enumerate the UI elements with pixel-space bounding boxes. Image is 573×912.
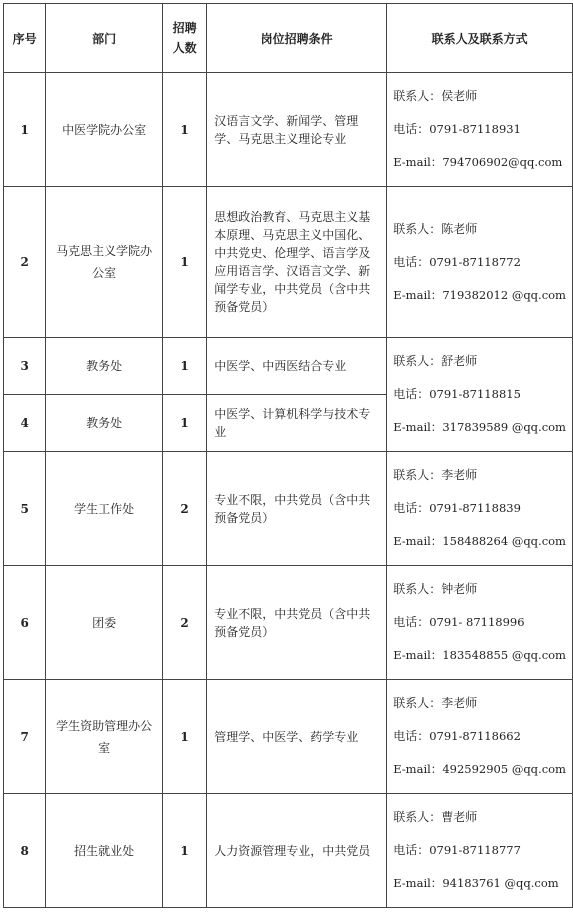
table-row xyxy=(4,794,573,908)
row-count: 1 xyxy=(162,680,206,794)
table-row xyxy=(4,452,573,566)
row-count: 1 xyxy=(162,794,206,908)
row-dept: 教务处 xyxy=(46,395,163,452)
recruitment-table xyxy=(3,3,573,908)
contact-person: 联系人：侯老师 xyxy=(393,89,478,103)
row-seq: 1 xyxy=(4,73,46,187)
contact-person: 联系人：舒老师 xyxy=(393,354,478,368)
row-contact xyxy=(387,794,573,908)
contact-email: E-mail：492592905 @qq.com xyxy=(393,762,566,776)
table-row xyxy=(4,680,573,794)
contact-phone: 电话：0791-87118931 xyxy=(393,122,521,136)
row-dept: 招生就业处 xyxy=(46,794,163,908)
row-conditions: 中医学、计算机科学与技术专业 xyxy=(207,395,387,452)
contact-person: 联系人：陈老师 xyxy=(393,221,478,236)
row-contact xyxy=(387,187,573,338)
contact-phone: 电话：0791-87118662 xyxy=(393,729,521,743)
row-seq: 2 xyxy=(4,187,46,338)
row-dept: 团委 xyxy=(46,566,163,680)
row-contact xyxy=(387,338,573,452)
contact-phone: 电话：0791- 87118996 xyxy=(393,615,525,629)
contact-email: E-mail：158488264 @qq.com xyxy=(393,534,566,548)
header-count xyxy=(162,4,206,73)
contact-person: 联系人：李老师 xyxy=(393,468,478,482)
contact-email: E-mail：794706902@qq.com xyxy=(393,155,563,169)
row-conditions: 思想政治教育、马克思主义基本原理、马克思主义中国化、中共党史、伦理学、语言学及应用语言学、汉语言文学、新闻学专业，中共党员（含中共预备党员） xyxy=(207,187,387,338)
row-contact xyxy=(387,73,573,187)
contact-person: 联系人：李老师 xyxy=(393,696,478,710)
table-row xyxy=(4,187,573,338)
row-conditions: 汉语言文学、新闻学、管理学、马克思主义理论专业 xyxy=(207,73,387,187)
table-row xyxy=(4,73,573,187)
row-seq: 4 xyxy=(4,395,46,452)
contact-phone: 电话：0791-87118772 xyxy=(393,254,521,269)
row-count: 2 xyxy=(162,566,206,680)
row-dept: 马克思主义学院办公室 xyxy=(46,187,163,338)
contact-person: 联系人：钟老师 xyxy=(393,582,478,596)
header-count-line1: 招聘 xyxy=(172,21,197,35)
row-seq: 3 xyxy=(4,338,46,395)
header-cond: 岗位招聘条件 xyxy=(207,4,387,73)
row-seq: 7 xyxy=(4,680,46,794)
contact-phone: 电话：0791-87118777 xyxy=(393,843,521,857)
row-seq: 5 xyxy=(4,452,46,566)
row-conditions: 专业不限，中共党员（含中共预备党员） xyxy=(207,452,387,566)
contact-person: 联系人：曹老师 xyxy=(393,810,478,824)
header-count-line2: 人数 xyxy=(172,41,197,55)
row-count: 1 xyxy=(162,338,206,395)
row-count: 1 xyxy=(162,73,206,187)
contact-phone: 电话：0791-87118839 xyxy=(393,501,521,515)
row-count: 1 xyxy=(162,395,206,452)
contact-email: E-mail：183548855 @qq.com xyxy=(393,648,566,662)
row-dept: 学生资助管理办公室 xyxy=(46,680,163,794)
contact-email: E-mail：94183761 @qq.com xyxy=(393,876,559,890)
row-count: 2 xyxy=(162,452,206,566)
row-dept: 学生工作处 xyxy=(46,452,163,566)
row-contact xyxy=(387,680,573,794)
row-seq: 8 xyxy=(4,794,46,908)
row-seq: 6 xyxy=(4,566,46,680)
contact-email: E-mail：317839589 @qq.com xyxy=(393,420,566,434)
row-dept: 中医学院办公室 xyxy=(46,73,163,187)
row-conditions: 管理学、中医学、药学专业 xyxy=(207,680,387,794)
header-dept: 部门 xyxy=(46,4,163,73)
row-count: 1 xyxy=(162,187,206,338)
row-dept: 教务处 xyxy=(46,338,163,395)
row-conditions: 人力资源管理专业，中共党员 xyxy=(207,794,387,908)
header-row xyxy=(4,4,573,73)
table-row xyxy=(4,338,573,395)
row-conditions: 专业不限，中共党员（含中共预备党员） xyxy=(207,566,387,680)
row-contact xyxy=(387,566,573,680)
table-row xyxy=(4,566,573,680)
row-contact xyxy=(387,452,573,566)
header-seq: 序号 xyxy=(4,4,46,73)
contact-phone: 电话：0791-87118815 xyxy=(393,387,521,401)
contact-email: E-mail：719382012 @qq.com xyxy=(393,287,566,302)
header-contact: 联系人及联系方式 xyxy=(387,4,573,73)
row-conditions: 中医学、中西医结合专业 xyxy=(207,338,387,395)
